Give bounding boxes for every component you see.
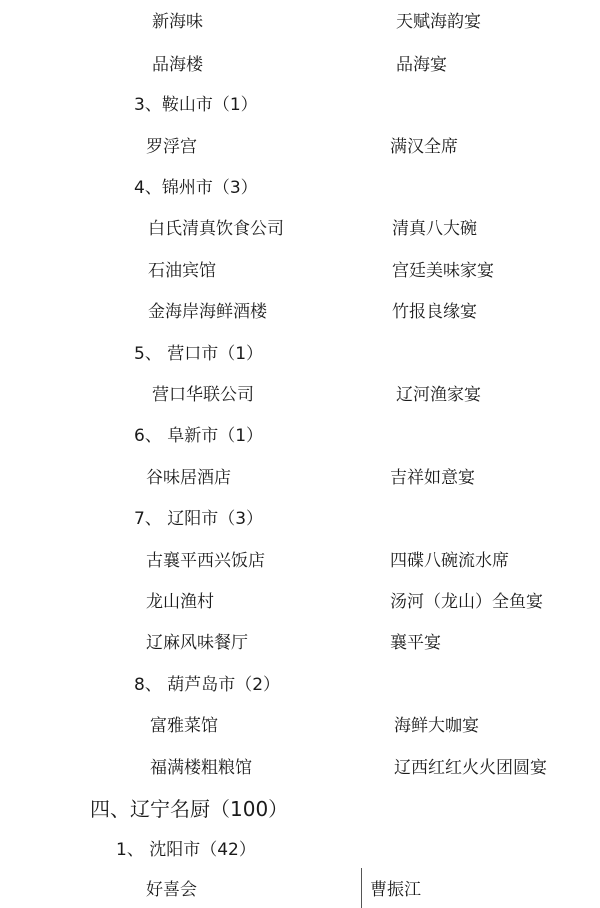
document-line: 吉祥如意宴 xyxy=(390,468,475,488)
document-line: 龙山渔村 xyxy=(146,592,214,612)
document-line: 4、锦州市（3） xyxy=(134,178,258,198)
document-line: 满汉全席 xyxy=(390,137,458,157)
document-line: 5、 营口市（1） xyxy=(134,344,264,364)
document-line: 好喜会 xyxy=(146,880,197,900)
document-line: 清真八大碗 xyxy=(392,219,477,239)
document-line: 宫廷美味家宴 xyxy=(392,261,494,281)
document-line: 3、鞍山市（1） xyxy=(134,95,258,115)
document-line: 1、 沈阳市（42） xyxy=(116,840,256,860)
document-line: 8、 葫芦岛市（2） xyxy=(134,675,281,695)
document-line: 罗浮宫 xyxy=(146,137,197,157)
document-line: 辽河渔家宴 xyxy=(396,385,481,405)
document-line: 金海岸海鲜酒楼 xyxy=(148,302,267,322)
document-line: 6、 阜新市（1） xyxy=(134,426,264,446)
document-line: 曹振江 xyxy=(370,880,421,900)
document-line: 辽麻风味餐厅 xyxy=(146,633,248,653)
section-heading: 四、辽宁名厨（100） xyxy=(90,797,289,821)
table-divider xyxy=(361,868,362,908)
document-line: 品海宴 xyxy=(396,55,447,75)
document-line: 天赋海韵宴 xyxy=(396,12,481,32)
document-line: 谷味居酒店 xyxy=(146,468,231,488)
document-line: 石油宾馆 xyxy=(148,261,216,281)
document-line: 襄平宴 xyxy=(390,633,441,653)
document-line: 7、 辽阳市（3） xyxy=(134,509,264,529)
document-line: 富雅菜馆 xyxy=(150,716,218,736)
document-line: 竹报良缘宴 xyxy=(392,302,477,322)
document-line: 辽西红红火火团圆宴 xyxy=(394,758,547,778)
document-line: 汤河（龙山）全鱼宴 xyxy=(390,592,543,612)
document-line: 海鲜大咖宴 xyxy=(394,716,479,736)
document-line: 四碟八碗流水席 xyxy=(390,551,509,571)
document-line: 营口华联公司 xyxy=(152,385,254,405)
document-line: 福满楼粗粮馆 xyxy=(150,758,252,778)
document-line: 品海楼 xyxy=(152,55,203,75)
document-line: 古襄平西兴饭店 xyxy=(146,551,265,571)
document-line: 新海味 xyxy=(152,12,203,32)
document-line: 白氏清真饮食公司 xyxy=(148,219,284,239)
